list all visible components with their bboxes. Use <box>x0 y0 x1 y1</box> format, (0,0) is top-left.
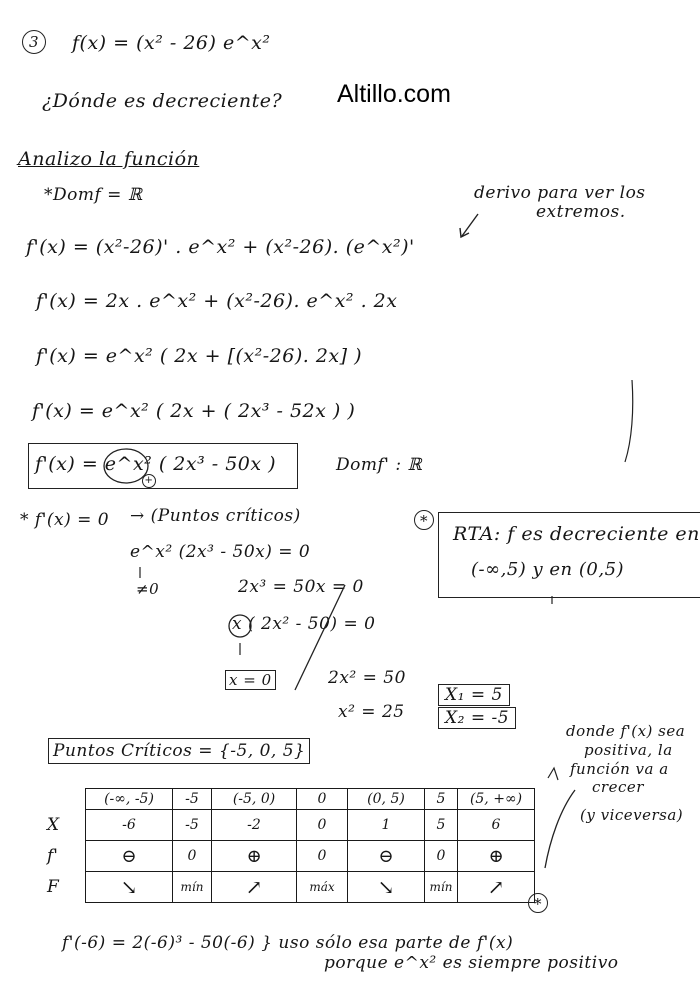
domain-line: *Domf = ℝ <box>44 185 143 205</box>
plus-sign: + <box>142 474 156 488</box>
table-cell: máx <box>297 872 348 903</box>
x-two: X₂ = -5 <box>438 707 516 729</box>
side-note-arrow <box>462 214 478 236</box>
table-marker: * <box>528 893 548 913</box>
interval-cell: -5 <box>173 789 212 810</box>
critical-condition: * f'(x) = 0 <box>20 510 110 530</box>
critical-eq-5: x² = 25 <box>338 702 405 722</box>
table-cell: ↗ <box>212 872 297 903</box>
critical-eq-2: 2x³ = 50x = 0 <box>238 577 364 597</box>
x-zero: x = 0 <box>225 670 276 690</box>
table-cell: mín <box>425 872 458 903</box>
derivative-step-3: f'(x) = e^x² ( 2x + [(x²-26). 2x] ) <box>36 345 362 367</box>
table-cell: -6 <box>86 810 173 841</box>
x-one: X₁ = 5 <box>438 684 510 706</box>
table-note-1: donde f'(x) sea <box>566 722 686 740</box>
interval-cell: 0 <box>297 789 348 810</box>
critical-label: → (Puntos críticos) <box>130 506 301 526</box>
table-cell: -5 <box>173 810 212 841</box>
critical-summary: Puntos Críticos = {-5, 0, 5} <box>48 738 310 764</box>
table-note-4: crecer <box>592 778 644 796</box>
footnote-line-2: porque e^x² es siempre positivo <box>324 953 619 973</box>
table-cell: 0 <box>425 841 458 872</box>
derivative-step-4: f'(x) = e^x² ( 2x + ( 2x³ - 52x ) ) <box>32 400 356 422</box>
table-cell: ⊖ <box>348 841 425 872</box>
table-cell: ↗ <box>458 872 535 903</box>
table-cell: 1 <box>348 810 425 841</box>
critical-eq-4: 2x² = 50 <box>328 668 406 688</box>
table-cell: 0 <box>297 841 348 872</box>
interval-cell: (5, +∞) <box>458 789 535 810</box>
table-cell: ⊕ <box>458 841 535 872</box>
table-note-3: función va a <box>570 760 669 778</box>
side-note-2: extremos. <box>536 202 626 222</box>
margin-stroke <box>625 380 633 462</box>
table-cell: ↘ <box>348 872 425 903</box>
table-note-2: positiva, la <box>584 741 673 759</box>
table-cell: mín <box>173 872 212 903</box>
row-label: f' <box>45 841 86 872</box>
question: ¿Dónde es decreciente? <box>42 90 283 112</box>
note-arrow <box>545 790 575 868</box>
answer-marker: * <box>414 510 434 530</box>
side-note-1: derivo para ver los <box>474 183 646 203</box>
table-cell: ↘ <box>86 872 173 903</box>
table-cell: 5 <box>425 810 458 841</box>
critical-eq-3: x ( 2x² - 50) = 0 <box>232 614 376 634</box>
table-cell: -2 <box>212 810 297 841</box>
circle-x <box>229 615 251 637</box>
interval-cell: (-5, 0) <box>212 789 297 810</box>
interval-cell: (0, 5) <box>348 789 425 810</box>
critical-eq-1: e^x² (2x³ - 50x) = 0 <box>130 542 311 562</box>
derivative-step-2: f'(x) = 2x . e^x² + (x²-26). e^x² . 2x <box>36 290 398 312</box>
interval-cell: (-∞, -5) <box>86 789 173 810</box>
footnote-line-1: f'(-6) = 2(-6)³ - 50(-6) } uso sólo esa parte de f'(x) <box>62 933 514 953</box>
strike-line <box>295 585 345 690</box>
table-cell: 6 <box>458 810 535 841</box>
problem-number: 3 <box>22 30 46 54</box>
row-label: F <box>45 872 86 903</box>
note-arrowhead <box>548 768 558 780</box>
derivative-step-1: f'(x) = (x²-26)' . e^x² + (x²-26). (e^x²)' <box>26 236 415 258</box>
circle-exp <box>104 449 148 483</box>
derivative-domain: Domf' : ℝ <box>336 455 423 475</box>
row-label: X <box>45 810 86 841</box>
table-cell: 0 <box>173 841 212 872</box>
not-zero: ≠0 <box>136 580 160 598</box>
table-note-5: (y viceversa) <box>580 806 684 824</box>
function-definition: f(x) = (x² - 26) e^x² <box>72 32 271 54</box>
interval-cell: 5 <box>425 789 458 810</box>
answer-line-1: RTA: f es decreciente en <box>453 523 700 545</box>
derivative-result-text: f'(x) = e^x² ( 2x³ - 50x ) <box>35 453 277 475</box>
analysis-heading: Analizo la función <box>18 148 200 170</box>
answer-line-2: (-∞,5) y en (0,5) <box>471 559 625 580</box>
table-cell: 0 <box>297 810 348 841</box>
watermark: Altillo.com <box>337 80 451 108</box>
table-cell: ⊕ <box>212 841 297 872</box>
table-cell: ⊖ <box>86 841 173 872</box>
